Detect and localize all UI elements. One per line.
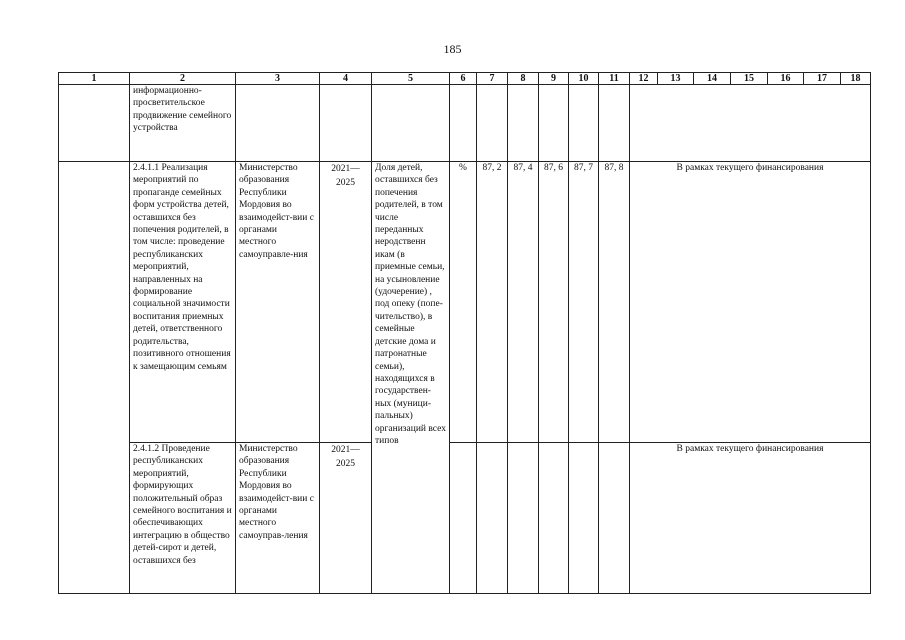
empty-cell xyxy=(59,85,130,162)
empty-cell xyxy=(372,85,450,162)
years-cell xyxy=(320,162,372,443)
empty-cell xyxy=(569,85,599,162)
value-cell xyxy=(508,162,539,443)
value-text: 87, 2 xyxy=(482,163,502,173)
empty-cell xyxy=(450,85,477,162)
executor-cell: Министерство образования Республики Мордовия во взаимодейст-вии с органами местного самоуправ-ления xyxy=(236,443,320,594)
value-text: 87, 7 xyxy=(574,163,593,173)
empty-cell xyxy=(320,85,372,162)
value-cell xyxy=(599,162,630,443)
column-number-row xyxy=(59,73,871,85)
activity-cell: 2.4.1.2 Проведение республиканских мероприятий, формирующих положительный образ семейного воспитания и обеспечивающих интеграцию в общество детей-сирот и детей, оставшихся без xyxy=(130,443,236,594)
years-cell xyxy=(320,443,372,594)
empty-cell xyxy=(539,85,569,162)
empty-cell xyxy=(599,443,630,594)
column-number: 16 xyxy=(768,73,804,85)
value-text: 87, 8 xyxy=(604,163,624,173)
column-number: 11 xyxy=(599,73,630,85)
column-number: 17 xyxy=(804,73,841,85)
empty-cell xyxy=(630,85,871,162)
column-number: 10 xyxy=(569,73,599,85)
empty-cell xyxy=(450,443,477,594)
column-number: 2 xyxy=(130,73,236,85)
value-text: 87, 6 xyxy=(544,163,563,173)
empty-cell xyxy=(59,162,130,594)
column-number: 8 xyxy=(508,73,539,85)
indicator-cell: Доля детей, оставшихся без попечения родителей, в том числе переданных неродственн икам (в приемные семьи, на усыновление (удочерение) , под опеку (попе-чительство), в семейные детские дома и патронатные семьи), находящихся в государствен-ных (муници-пальных) организаций всех типов xyxy=(372,162,450,594)
value-cell xyxy=(539,162,569,443)
column-number: 18 xyxy=(841,73,871,85)
column-number: 3 xyxy=(236,73,320,85)
value-cell xyxy=(569,162,599,443)
empty-cell xyxy=(477,443,508,594)
table-row xyxy=(59,85,871,162)
activity-cell: 2.4.1.1 Реализация мероприятий по пропаганде семейных форм устройства детей, оставшихся без попечения родителей, в том числе: проведение республиканских мероприятий, направленных на формирование социальной значимости воспитания приемных детей, ответственного родительства, позитивного отношения к замещающим семьям xyxy=(130,162,236,443)
value-cell xyxy=(477,162,508,443)
column-number: 1 xyxy=(59,73,130,85)
years-text: 2021—2025 xyxy=(331,164,360,188)
column-number: 14 xyxy=(694,73,731,85)
column-number: 13 xyxy=(658,73,694,85)
column-number: 12 xyxy=(630,73,658,85)
column-number: 15 xyxy=(731,73,768,85)
unit-cell: % xyxy=(450,162,477,443)
empty-cell xyxy=(599,85,630,162)
empty-cell xyxy=(236,85,320,162)
column-number: 7 xyxy=(477,73,508,85)
table-row xyxy=(59,443,871,594)
financing-cell: В рамках текущего финансирования xyxy=(630,162,871,443)
column-number: 4 xyxy=(320,73,372,85)
years-text: 2021—2025 xyxy=(331,445,360,469)
empty-cell xyxy=(508,443,539,594)
executor-cell: Министерство образования Республики Мордовия во взаимодейст-вии с органами местного самоуправле-ния xyxy=(236,162,320,443)
column-number: 5 xyxy=(372,73,450,85)
activity-cell: информационно-просветительское продвижение семейного устройства xyxy=(130,85,236,162)
column-number: 9 xyxy=(539,73,569,85)
table-row xyxy=(59,162,871,443)
financing-cell: В рамках текущего финансирования xyxy=(630,443,871,594)
empty-cell xyxy=(508,85,539,162)
empty-cell xyxy=(569,443,599,594)
column-number: 6 xyxy=(450,73,477,85)
value-text: 87, 4 xyxy=(513,163,533,173)
program-table xyxy=(58,72,871,594)
empty-cell xyxy=(539,443,569,594)
empty-cell xyxy=(477,85,508,162)
page-number: 185 xyxy=(443,42,462,56)
